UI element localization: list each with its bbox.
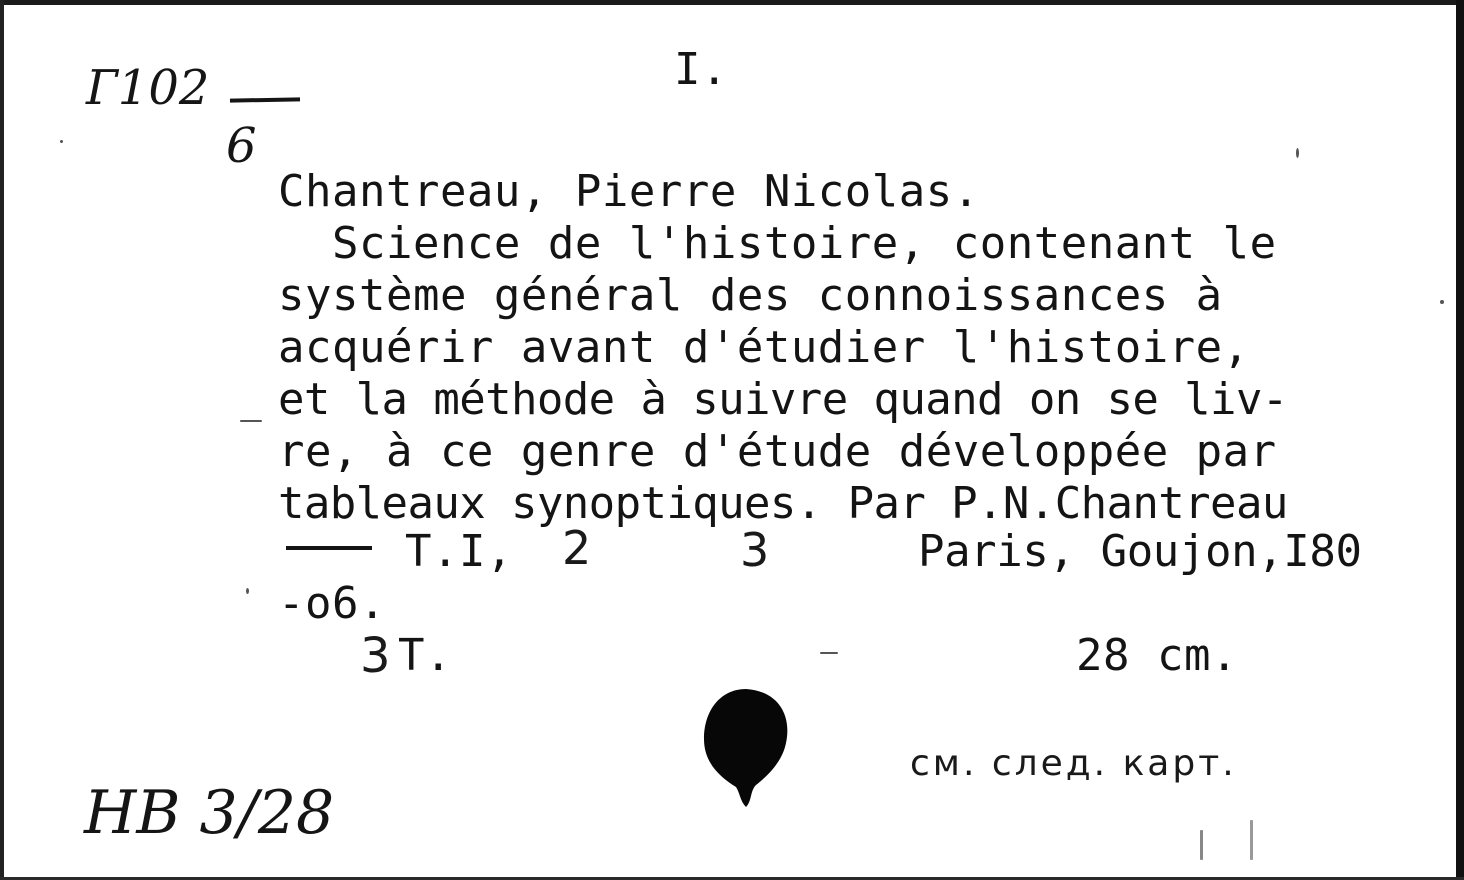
punch-hole	[700, 685, 792, 810]
struck-out-text	[286, 546, 372, 550]
card-top-edge	[0, 0, 1464, 5]
title-line: système général des connoissances à	[278, 270, 1223, 321]
shelfmark-code: Г102	[86, 60, 210, 116]
scan-speck	[1296, 148, 1299, 158]
scan-speck	[240, 420, 262, 422]
author-line: Chantreau, Pierre Nicolas.	[278, 166, 980, 217]
scan-speck	[60, 140, 63, 143]
card-right-edge	[1456, 0, 1464, 880]
size-line: 28 cm.	[1076, 630, 1238, 681]
imprint-volumes: T.I,	[405, 526, 513, 577]
scan-speck	[246, 588, 249, 594]
scan-speck	[1200, 830, 1203, 860]
imprint-continuation: -o6.	[278, 578, 386, 629]
collation-unit: T.	[398, 630, 452, 681]
imprint-place-publisher: Paris, Goujon,I80	[918, 526, 1362, 577]
shelfmark-denominator: 6	[226, 118, 257, 174]
inventory-number: НВ 3/28	[84, 778, 335, 848]
see-next-card-note: см. след. карт.	[910, 743, 1237, 784]
title-line: tableaux synoptiques. Par P.N.Chantreau	[278, 478, 1288, 529]
shelfmark-fraction-line	[230, 97, 300, 102]
title-line: re, à ce genre d'étude développée par	[278, 426, 1277, 477]
title-line: et la méthode à suivre quand on se liv-	[278, 374, 1288, 425]
collation-count: 3	[360, 628, 391, 684]
title-line: Science de l'histoire, contenant le	[278, 218, 1277, 269]
card-left-edge	[0, 0, 4, 880]
scan-speck	[1440, 300, 1444, 304]
scan-speck	[820, 652, 838, 654]
scan-speck	[1250, 820, 1253, 860]
volume-heading: I.	[674, 44, 728, 95]
imprint-handwritten-2: 2	[562, 521, 592, 575]
imprint-handwritten-3: 3	[740, 523, 770, 577]
title-line: acquérir avant d'étudier l'histoire,	[278, 322, 1250, 373]
